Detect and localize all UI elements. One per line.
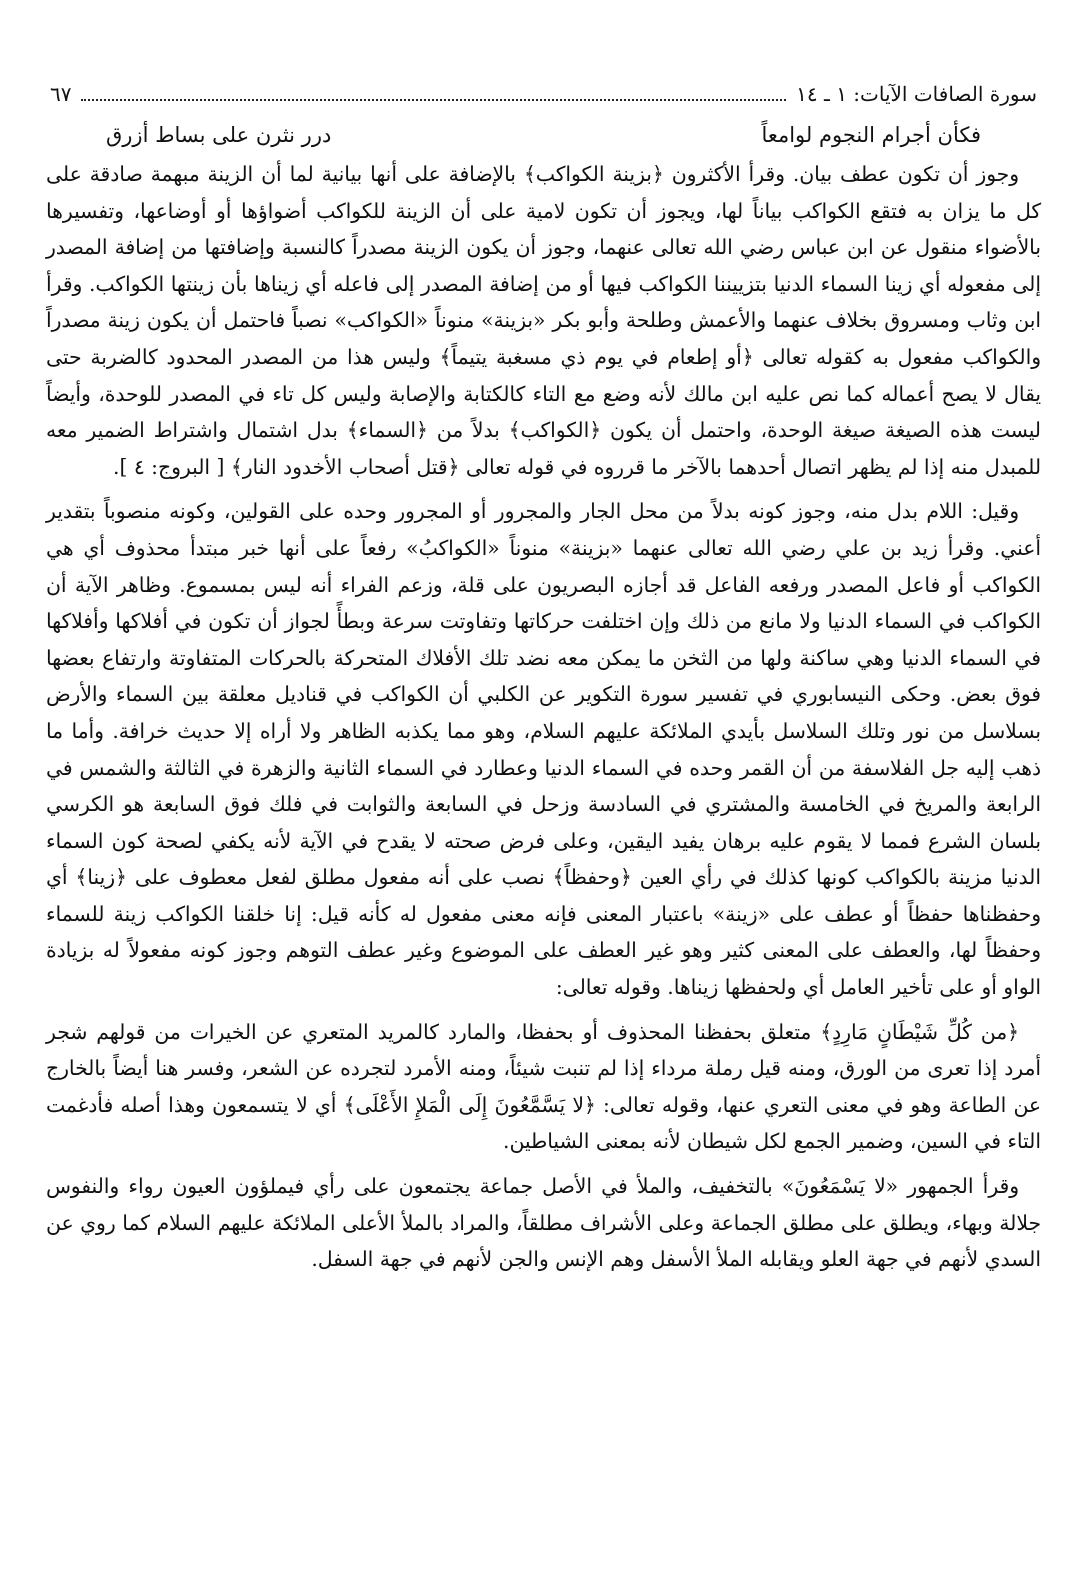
verse-hemistich-left: درر نثرن على بساط أزرق bbox=[106, 123, 332, 147]
paragraph-1: وجوز أن تكون عطف بيان. وقرأ الأكثرون ﴿بزينة الكواكب﴾ بالإضافة على أنها بيانية لما أن الزينة مبهمة صادقة على كل ما يزان به فتقع الكواكب بياناً لها، ويجوز أن تكون لامية على أن الزينة للكواكب أضواؤها أو أوضاعها، وتفسيرها بالأضواء منقول عن ابن عباس رضي الله تعالى عنهما، وجوز أن يكون الزينة مصدراً كالنسبة وإضافتها من إضافة المصدر إلى مفعوله أي زينا السماء الدنيا بتزييننا الكواكب فيها أو من إضافة المصدر إلى فاعله أي زيناها بأن زينتها الكواكب. وقرأ ابن وثاب ومسروق بخلاف عنهما والأعمش وطلحة وأبو بكر «بزينة» منوناً «الكواكب» نصباً فاحتمل أن يكون زينة مصدراً والكواكب مفعول به كقوله تعالى ﴿أو إطعام في يوم ذي مسغبة يتيماً﴾ وليس هذا من المصدر المحدود كالضربة حتى يقال لا يصح أعماله كما نص عليه ابن مالك لأنه وضع مع التاء كالكتابة والإصابة وليس كل تاء في المصدر للوحدة، وأيضاً ليست هذه الصيغة صيغة الوحدة، واحتمل أن يكون ﴿الكواكب﴾ بدلاً من ﴿السماء﴾ بدل اشتمال واشتراط الضمير معه للمبدل منه إذا لم يظهر اتصال أحدهما بالآخر ما قرروه في قوله تعالى ﴿قتل أصحاب الأخدود النار﴾ [ البروج: ٤ ]. bbox=[46, 162, 1041, 479]
paragraph-4: وقرأ الجمهور «لا يَسْمَعُونَ» بالتخفيف، والملأ في الأصل جماعة يجتمعون على رأي فيملؤون العيون رواء والنفوس جلالة وبهاء، ويطلق على مطلق الجماعة وعلى الأشراف مطلقاً، والمراد بالملأ الأعلى الملائكة عليهم السلام كما روي عن السدي لأنهم في جهة العلو ويقابله الملأ الأسفل وهم الإنس والجن لأنهم في جهة السفل. bbox=[46, 1174, 1041, 1272]
header-dot-leader bbox=[81, 89, 786, 101]
running-header bbox=[46, 78, 1041, 110]
paragraph-3: ﴿من كُلِّ شَيْطَانٍ مَارِدٍ﴾ متعلق بحفظنا المحذوف أو بحفظا، والمارد كالمريد المتعري عن الخيرات من قولهم شجر أمرد إذا تعرى من الورق، ومنه قيل رملة مرداء إذا لم تنبت شيئاً، ومنه الأمرد لتجرده عن الشعر، وفسر هنا أيضاً بالخارج عن الطاعة وهو في معنى التعري عنها، وقوله تعالى: ﴿لا يَسَّمَّعُونَ إِلَى الْمَلإِ الأَعْلَى﴾ أي لا يتسمعون وهذا أصله فأدغمت التاء في السين، وضمير الجمع لكل شيطان لأنه بمعنى الشياطين. bbox=[46, 1019, 1041, 1154]
paragraph-2: وقيل: اللام بدل منه، وجوز كونه بدلاً من محل الجار والمجرور أو المجرور وحده على القولين، وكونه منصوباً بتقدير أعني. وقرأ زيد بن علي رضي الله تعالى عنهما «بزينة» منوناً «الكواكبُ» رفعاً على أنها خبر مبتدأ محذوف أي هي الكواكب أو فاعل المصدر ورفعه الفاعل قد أجازه البصريون على قلة، وزعم الفراء أنه ليس بمسموع. وظاهر الآية أن الكواكب في السماء الدنيا ولا مانع من ذلك وإن اختلفت حركاتها وتفاوتت سرعة وبطأً لجواز أن تكون في أفلاكها وأفلاكها في السماء الدنيا وهي ساكنة ولها من الثخن ما يمكن معه نضد تلك الأفلاك المتحركة بالحركات المتفاوتة وارتفاع بعضها فوق بعض. وحكى النيسابوري في تفسير سورة التكوير عن الكلبي أن الكواكب في قناديل معلقة بين السماء والأرض بسلاسل من نور وتلك السلاسل بأيدي الملائكة عليهم السلام، وهو مما يكذبه الظاهر ولا أراه إلا حديث خرافة. وأما ما ذهب إليه جل الفلاسفة من أن القمر وحده في السماء الدنيا وعطارد في السماء الثانية والزهرة في الثالثة والشمس في الرابعة والمريخ في الخامسة والمشتري في السادسة وزحل في السابعة والثوابت في فلك فوق السابعة هو الكرسي بلسان الشرع فمما لا يقوم عليه برهان يفيد اليقين، وعلى فرض صحته لا يقدح في الآية لأنه يكفي لصحة كون السماء الدنيا مزينة بالكواكب كونها كذلك في رأي العين ﴿وحفظاً﴾ نصب على أنه مفعول مطلق لفعل معطوف على ﴿زينا﴾ أي وحفظناها حفظاً أو عطف على «زينة» باعتبار المعنى فإنه معنى مفعول له كأنه قيل: إنا خلقنا الكواكب زينة للسماء وحفظاً لها، والعطف على المعنى كثير وهو غير العطف على الموضوع وغير عطف التوهم وجوز كونه مفعولاً له بزيادة الواو أو على تأخير العامل أي ولحفظها زيناها. وقوله تعالى: bbox=[46, 499, 1041, 1000]
header-title: سورة الصافات الآيات: ١ ـ ١٤ bbox=[796, 82, 1037, 106]
poetry-verse bbox=[46, 110, 1041, 156]
verse-hemistich-right: فكأن أجرام النجوم لوامعاً bbox=[761, 123, 981, 147]
page-number: ٦٧ bbox=[50, 82, 72, 106]
